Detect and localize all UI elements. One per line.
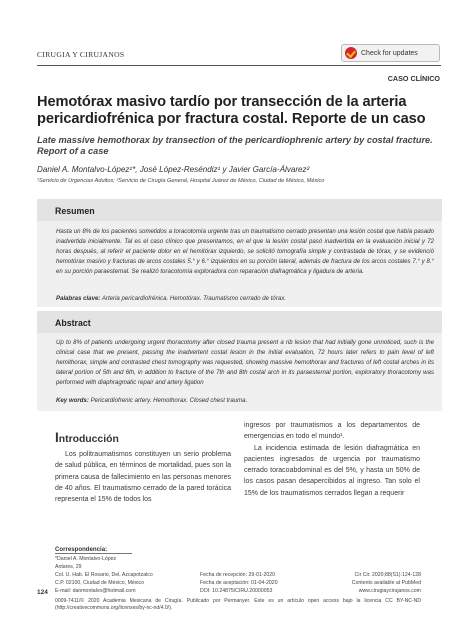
resumen-header-bar: [37, 199, 442, 221]
check-for-updates-button[interactable]: [341, 44, 440, 62]
correspondence-line: Col. U. Hab. El Rosario, Del. Azcapotzalco: [55, 572, 153, 578]
article-title: Hemotórax masivo tardío por transección de la arteria pericardiofrénica por fractura costal. Reporte de un caso: [37, 94, 426, 127]
introduction-heading-rest: ntroducción: [58, 434, 119, 445]
abstract-text: Up to 8% of patients undergoing urgent thoracotomy after closed trauma present a rib lesion that had initially gone unnoticed, such is the clinical case that we present, passing the inadvertent costal lesion in the initial evaluation, 72 hours later refers to pain level of left hemithorax, simple and contrasted chest tomography was requested, showing massive hemothorax and fractures of left costal arches in its lateral portion of 5th and 6th, in addition to fracture of the 7th and 8th costal arch in its paraesternal portion, exploratory thoracotomy was performed with diaphragmatic repair and artery ligation: [56, 339, 434, 386]
section-label: CASO CLÍNICO: [387, 74, 440, 83]
pubmed-note: Contents available at PubMed: [351, 580, 421, 586]
correspondence-line: Antares, 29: [55, 564, 82, 570]
resumen-box: [37, 199, 442, 307]
resumen-keywords: [56, 295, 434, 302]
license-notice: 0009-7411/© 2020 Academia Mexicana de Cirugía. Publicado por Permanyer. Este es un artículo open access bajo la licencia CC BY-NC-ND (http://creativecommons.org/licenses/by-nc-nd/4.0/).: [55, 598, 421, 611]
correspondence-email[interactable]: E-mail: danmontalvo@hotmail.com: [55, 588, 136, 594]
affiliations: ¹Servicio de Urgencias Adultos; ²Servicio de Cirugía General, Hospital Juárez de México, Ciudad de México, México: [37, 178, 325, 184]
check-for-updates-label: Check for updates: [361, 49, 418, 57]
header-divider: [37, 65, 441, 66]
received-date: Fecha de recepción: 29-01-2020: [200, 572, 275, 578]
abstract-keywords-label: Key words:: [56, 397, 89, 404]
abstract-heading: Abstract: [55, 318, 91, 328]
abstract-keywords-text: Pericardiofrenic artery. Hemothorax. Closed chest trauma.: [90, 397, 248, 404]
resumen-keywords-label: Palabras clave:: [56, 295, 101, 302]
resumen-text: Hasta un 8% de los pacientes sometidos a toracotomía urgente tras un traumatismo cerrado presentan una lesión costal que había pasado inadvertida inicialmente. Tal es el caso clínico que presentamos, en el que la lesión costal pasó inadvertida en la evaluación inicial y 72 horas después, al referir el paciente dolor en el hemitórax izquierdo, se solicitó tomografía simple y contrastada de tórax, y se evidenció hemotórax masivo y fracturas de arcos costales 5.° y 6.° izquierdos en su porción lateral, además de fractura de los arcos costales 7.° y 8.° en su porción paraesternal. Se realizó toracotomía exploradora con reparación diafragmática y ligadura de arteria.: [56, 228, 434, 275]
resumen-heading: Resumen: [55, 206, 95, 216]
correspondence-heading: Correspondencia:: [55, 546, 108, 553]
author-list: Daniel A. Montalvo-López¹*, José López-Reséndiz¹ y Javier García-Álvarez²: [37, 165, 310, 174]
introduction-initial: I: [55, 430, 59, 445]
checkmark-badge-icon: [345, 47, 357, 59]
intro-right-paragraph-1: ingresos por traumatismos a los departamentos de emergencias en todo el mundo¹.: [244, 422, 420, 441]
accepted-date: Fecha de aceptación: 01-04-2020: [200, 580, 278, 586]
intro-left-column: Los politraumatismos constituyen un serio problema de salud pública, en términos de mortalidad, pues son la primera causa de fallecimiento en las personas menores de 40 años. El traumatismo cerrado de la pared torácica representa el 15% de todos los: [55, 451, 231, 504]
abstract-header-bar: [37, 311, 442, 333]
page-number: 124: [37, 589, 48, 596]
correspondence-line: C.P. 02100, Ciudad de México, México: [55, 580, 145, 586]
resumen-keywords-text: Arteria pericardiofrénica. Hemotórax. Traumatismo cerrado de tórax.: [101, 295, 286, 302]
intro-right-paragraph-2: La incidencia estimada de lesión diafragmática en pacientes ingresados de urgencia por traumatismo cerrado toracoabdominal es del 5%, y hasta un 50% de los casos pasan desapercibidos al ingreso. Tan solo el 15% de los traumatismos cerrados llegan a requerir: [244, 444, 420, 497]
intro-right-column: [244, 420, 420, 499]
correspondence-line: *Daniel A. Montalvo-López: [55, 556, 117, 562]
introduction-heading: [55, 430, 119, 445]
article-title-english: Late massive hemothorax by transection of the pericardiophrenic artery by costal fracture. Report of a case: [37, 135, 433, 156]
doi[interactable]: DOI: 10.24875/CIRU.20000053: [200, 588, 273, 594]
citation: Cir Cir. 2020;88(S1):124-128: [354, 572, 421, 578]
abstract-box: [37, 311, 442, 411]
correspondence-divider: [55, 553, 132, 554]
abstract-keywords: [56, 397, 434, 404]
journal-name: CIRUGIA Y CIRUJANOS: [37, 50, 125, 59]
journal-website[interactable]: www.cirugiaycirujanos.com: [358, 588, 421, 594]
